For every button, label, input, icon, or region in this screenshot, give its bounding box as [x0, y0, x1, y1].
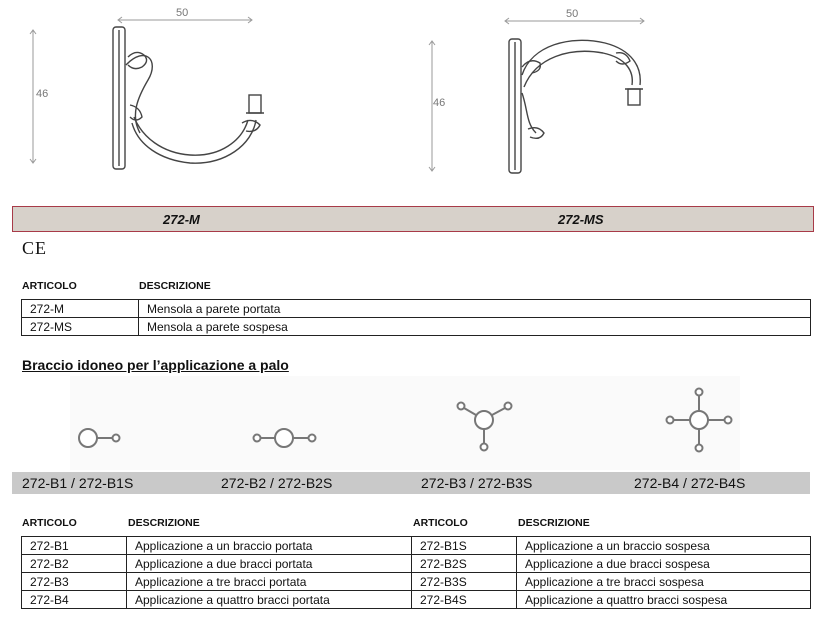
cell-description: Mensola a parete portata: [139, 300, 811, 318]
band-label-272-m: 272-M: [163, 212, 200, 227]
table-mensole: [21, 299, 811, 336]
cell-article: 272-MS: [22, 318, 139, 336]
cell-article: 272-B2: [22, 555, 127, 573]
width-label-left: 50: [176, 7, 189, 19]
table2-header-articolo-right: ARTICOLO: [413, 517, 468, 529]
table2-header-articolo-left: ARTICOLO: [22, 517, 77, 529]
model-band: [12, 206, 814, 232]
table-row: [22, 318, 811, 336]
table2-header-descrizione-right: DESCRIZIONE: [518, 517, 590, 529]
table-row: [22, 591, 811, 609]
height-label-right: 46: [433, 97, 446, 109]
cell-article: 272-B3: [22, 573, 127, 591]
band-label-272-ms: 272-MS: [558, 212, 604, 227]
bracket-carried-icon: [113, 27, 264, 169]
cell-article: 272-B3S: [412, 573, 517, 591]
table1-header-articolo: ARTICOLO: [22, 280, 77, 292]
arm-label-b1: 272-B1 / 272-B1S: [22, 475, 134, 491]
arm-label-b4: 272-B4 / 272-B4S: [634, 475, 746, 491]
cell-description: Applicazione a due bracci portata: [127, 555, 412, 573]
arm-label-b3: 272-B3 / 272-B3S: [421, 475, 533, 491]
height-label-left: 46: [36, 88, 49, 100]
arm-label-b2: 272-B2 / 272-B2S: [221, 475, 333, 491]
arm-1-icon: [79, 429, 120, 447]
drawing-272-ms: [420, 5, 680, 175]
cell-article: 272-B1: [22, 537, 127, 555]
cell-description: Applicazione a un braccio portata: [127, 537, 412, 555]
cell-article: 272-B4S: [412, 591, 517, 609]
cell-description: Applicazione a tre bracci sospesa: [517, 573, 811, 591]
cell-description: Applicazione a tre bracci portata: [127, 573, 412, 591]
cell-description: Applicazione a quattro bracci portata: [127, 591, 412, 609]
bracket-suspended-icon: [509, 39, 643, 173]
cell-description: Applicazione a un braccio sospesa: [517, 537, 811, 555]
table2-header-descrizione-left: DESCRIZIONE: [128, 517, 200, 529]
table-row: [22, 555, 811, 573]
cell-description: Applicazione a quattro bracci sospesa: [517, 591, 811, 609]
table-row: [22, 300, 811, 318]
section-title: Braccio idoneo per l’applicazione a palo: [22, 357, 289, 373]
drawing-272-m: [20, 5, 280, 175]
arm-3-icon: [458, 403, 512, 451]
table-bracci: [21, 536, 811, 609]
arms-label-bar: [12, 472, 810, 494]
cell-description: Applicazione a due bracci sospesa: [517, 555, 811, 573]
arm-4-icon: [667, 389, 732, 452]
table1-header-descrizione: DESCRIZIONE: [139, 280, 211, 292]
width-label-right: 50: [566, 8, 579, 20]
cell-article: 272-B4: [22, 591, 127, 609]
cell-article: 272-M: [22, 300, 139, 318]
ce-mark: CE: [22, 238, 48, 258]
table-row: [22, 537, 811, 555]
cell-article: 272-B2S: [412, 555, 517, 573]
arms-diagrams: [70, 376, 740, 470]
arm-2-icon: [254, 429, 316, 447]
cell-description: Mensola a parete sospesa: [139, 318, 811, 336]
cell-article: 272-B1S: [412, 537, 517, 555]
table-row: [22, 573, 811, 591]
